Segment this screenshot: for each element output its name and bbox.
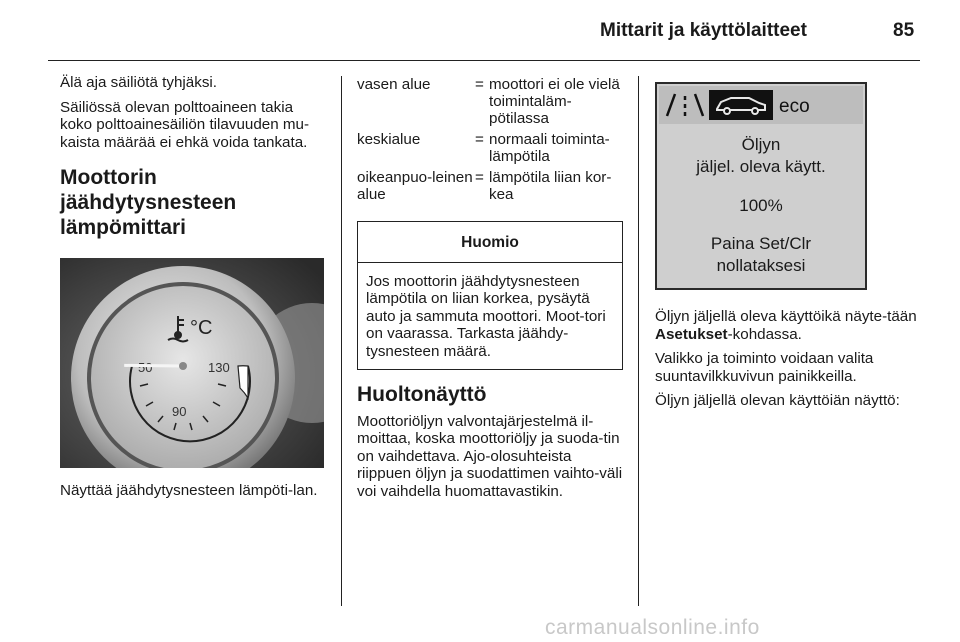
column-divider-right: [638, 76, 639, 606]
page-number: 85: [893, 20, 915, 41]
column-right: [655, 74, 923, 417]
column-left: [60, 74, 328, 507]
coolant-gauge-svg: [60, 258, 324, 468]
oil-life-display-svg: [655, 82, 867, 290]
notice-body: Jos moottorin jäähdytysnesteen lämpötila on liian korkea, pysäytä auto ja sammuta moottori. Moot-tori on vaarassa. Tarkasta jäähdy-tysnesteen määrä.: [366, 272, 606, 360]
display-line: nollataksesi: [716, 256, 806, 275]
display-line: jäljel. oleva käytt.: [696, 157, 826, 176]
table-row: [357, 169, 623, 207]
text-span: Öljyn jäljellä oleva käyttöikä näyte-tään: [655, 308, 917, 325]
definition-description: moottori ei ole vielä toimintaläm-pötilassa: [489, 76, 620, 127]
definition-equals: =: [475, 76, 484, 93]
section-heading-coolant: [60, 165, 328, 240]
column-divider-left: [341, 76, 342, 606]
paragraph-tank-capacity: Säiliössä olevan polttoaineen takia koko polttoainesäiliön tilavuuden mu-kaista määrää ei ehkä voida tankata.: [60, 98, 310, 151]
display-oil-percent: 100%: [739, 196, 783, 215]
heading-line: lämpömittari: [60, 216, 187, 240]
definition-term: vasen alue: [357, 76, 431, 93]
display-line: Öljyn: [741, 135, 781, 154]
definition-term: oikeanpuo-leinen alue: [357, 169, 473, 203]
notice-title: Huomio: [358, 222, 622, 263]
definition-term: keskialue: [357, 131, 421, 148]
heading-line: jäähdytysnesteen: [60, 191, 237, 215]
gauge-needle: [124, 366, 183, 367]
paragraph-oil-life-settings: [655, 308, 923, 343]
header-title: Mittarit ja käyttölaitteet: [600, 20, 807, 41]
oil-life-display-illustration: [655, 82, 867, 290]
notice-box: [357, 221, 623, 370]
paragraph-service-display: Moottoriöljyn valvontajärjestelmä il-moittaa, koska moottoriöljy ja suoda-tin on vaihdettava. Ajo-olosuhteista riippuen öljyn ja suodattimen vaihto-väli voi vaihdella huomattavastikin.: [357, 412, 623, 500]
table-row: [357, 131, 623, 169]
definition-description: lämpötila liian kor-kea: [489, 169, 612, 203]
gauge-tick-label: 50: [138, 360, 153, 376]
watermark: carmanualsonline.info: [545, 616, 760, 639]
header-rule: [48, 60, 920, 61]
definition-description: normaali toiminta-lämpötila: [489, 131, 610, 165]
definition-equals: =: [475, 169, 484, 186]
display-mode-label: eco: [779, 96, 810, 117]
gauge-caption: Näyttää jäähdytysnesteen lämpöti-lan.: [60, 482, 318, 500]
paragraph-menu-selection: Valikko ja toiminto voidaan valita suuntavilkkuvivun painikkeilla.: [655, 350, 874, 385]
gauge-tick-label: 130: [208, 360, 230, 376]
display-line: Paina Set/Clr: [710, 234, 812, 253]
table-row: [357, 76, 623, 131]
heading-line: Moottorin: [60, 166, 157, 190]
range-definition-table: [357, 76, 623, 207]
definition-equals: =: [475, 131, 484, 148]
section-heading-service-display: Huoltonäyttö: [357, 382, 487, 406]
paragraph-oil-life-display: Öljyn jäljellä olevan käyttöiän näyttö:: [655, 392, 900, 410]
settings-term: Asetukset: [655, 325, 728, 343]
gauge-unit-label: °C: [190, 317, 213, 340]
coolant-gauge-illustration: [60, 258, 324, 468]
gauge-tick-label: 90: [172, 404, 187, 420]
text-span: -kohdassa.: [727, 325, 802, 343]
column-middle: [357, 74, 623, 508]
gauge-needle-hub: [179, 362, 187, 370]
paragraph-tank-warning: Älä aja säiliötä tyhjäksi.: [60, 74, 218, 91]
